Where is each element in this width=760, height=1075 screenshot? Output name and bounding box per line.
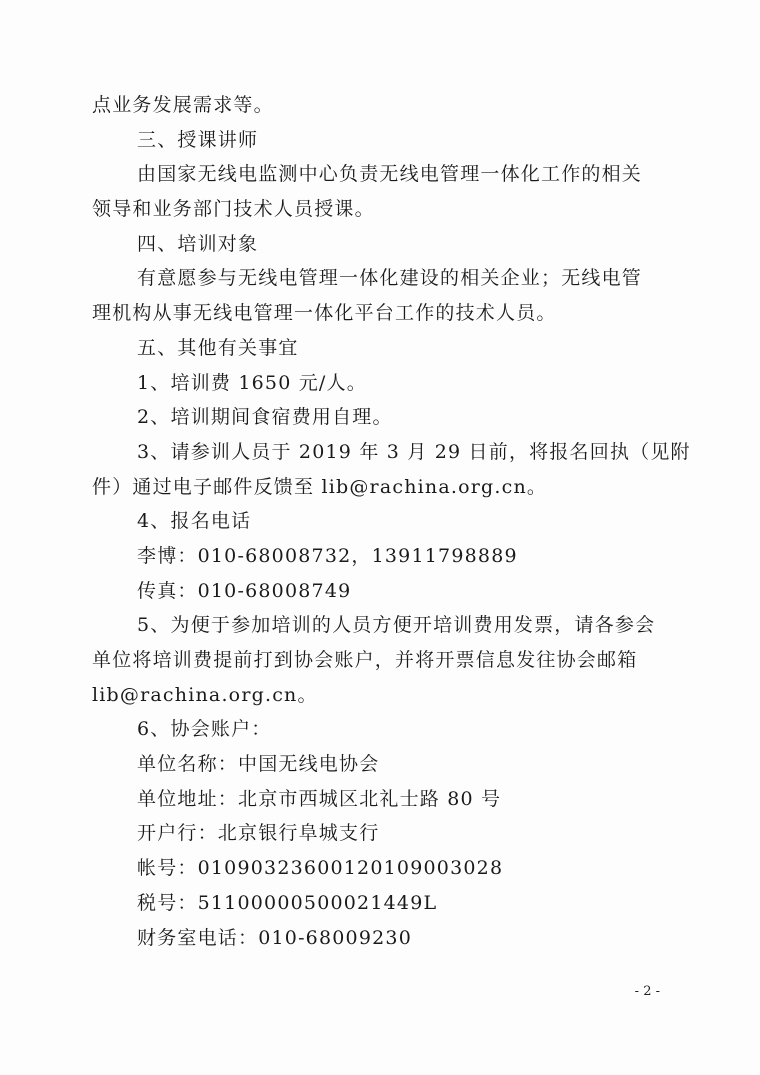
paragraph-line: 由国家无线电监测中心负责无线电管理一体化工作的相关 <box>137 163 643 186</box>
list-item-expenses: 2、培训期间食宿费用自理。 <box>137 406 393 429</box>
paragraph-line: 单位将培训费提前打到协会账户，并将开票信息发往协会邮箱 <box>92 649 638 671</box>
account-unit-name: 单位名称：中国无线电协会 <box>137 753 380 776</box>
account-number: 帐号：01090323600120109003028 <box>137 857 504 880</box>
list-item-phone-heading: 4、报名电话 <box>137 510 252 533</box>
account-finance-phone: 财务室电话：010-68009230 <box>137 926 412 949</box>
document-body <box>92 94 691 962</box>
contact-phone: 李博：010-68008732，13911798889 <box>137 544 518 567</box>
page-number: - 2 - <box>634 984 660 999</box>
list-item-account-heading: 6、协会账户： <box>137 718 272 741</box>
account-bank: 开户行：北京银行阜城支行 <box>137 822 380 845</box>
section-heading-other-matters: 五、其他有关事宜 <box>137 336 299 359</box>
paragraph-line: 理机构从事无线电管理一体化平台工作的技术人员。 <box>92 302 557 325</box>
paragraph-line: 有意愿参与无线电管理一体化建设的相关企业；无线电管 <box>137 267 643 290</box>
section-heading-trainees: 四、培训对象 <box>137 232 259 255</box>
list-item-invoice: 5、为便于参加培训的人员方便开培训费用发票，请各参会 <box>137 614 656 637</box>
paragraph-line: 点业务发展需求等。 <box>92 94 274 116</box>
list-item-registration: 3、请参训人员于 2019 年 3 月 29 日前，将报名回执（见附 <box>137 440 691 463</box>
paragraph-line: 件）通过电子邮件反馈至 lib@rachina.org.cn。 <box>92 475 548 498</box>
account-unit-address: 单位地址：北京市西城区北礼士路 80 号 <box>137 787 502 810</box>
paragraph-line: 领导和业务部门技术人员授课。 <box>92 198 375 221</box>
paragraph-line: lib@rachina.org.cn。 <box>92 683 318 706</box>
account-tax-id: 税号：51100000500021449L <box>137 891 438 914</box>
section-heading-instructors: 三、授课讲师 <box>137 128 259 151</box>
contact-fax: 传真：010-68008749 <box>137 579 352 602</box>
list-item-fee: 1、培训费 1650 元/人。 <box>137 371 367 394</box>
